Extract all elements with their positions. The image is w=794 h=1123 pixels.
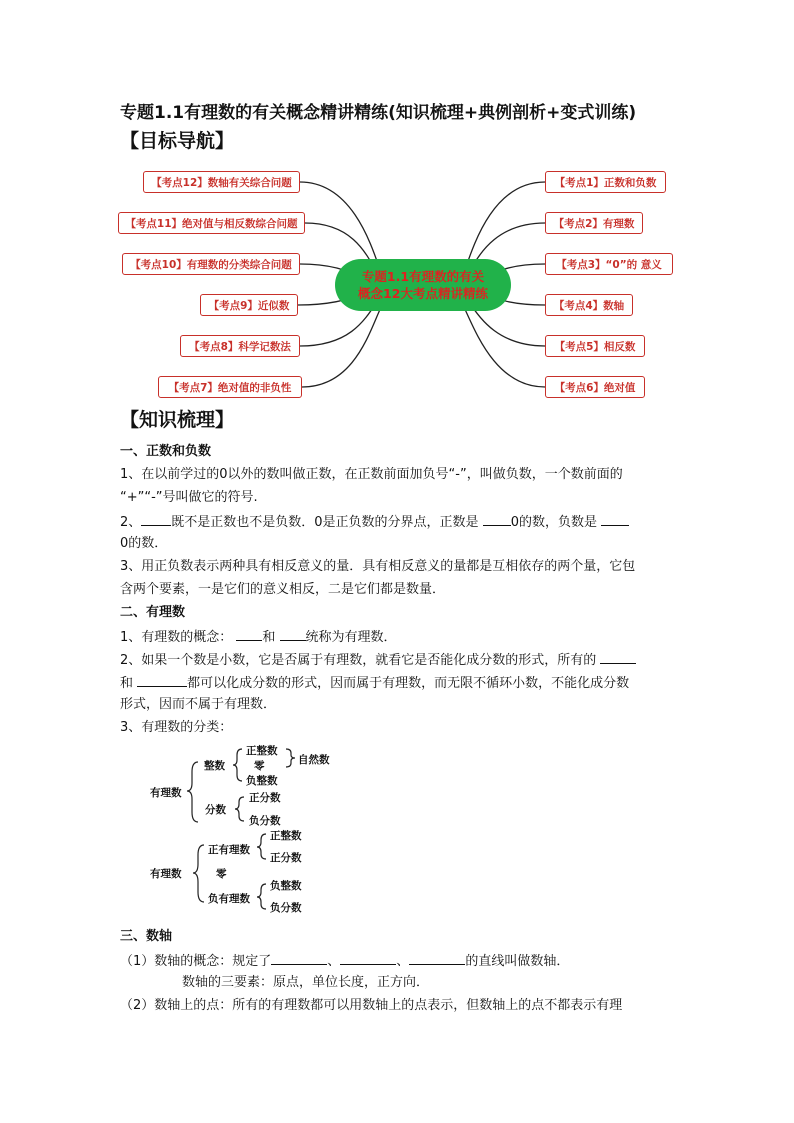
s1-heading: 一、正数和负数: [120, 444, 212, 459]
section-knowledge-heading: 【知识梳理】: [120, 409, 235, 431]
mindmap-node-left-2: 【考点11】绝对值与相反数综合问题: [118, 212, 305, 234]
cls-a-frac: 分数: [205, 804, 226, 816]
s2-p3: 3、有理数的分类：: [120, 720, 233, 735]
section-nav-heading: 【目标导航】: [120, 130, 235, 152]
cls-a-neg-frac: 负分数: [249, 815, 281, 827]
cls-a-pos-int: 正整数: [246, 745, 278, 757]
mindmap-node-left-1: 【考点12】数轴有关综合问题: [143, 171, 300, 193]
mindmap-node-right-1: 【考点1】正数和负数: [545, 171, 666, 193]
s2-p2b-2: 都可以化成分数的形式，因而属于有理数，而无限不循环小数，不能化成分数: [187, 676, 630, 691]
mindmap-node-left-4: 【考点9】近似数: [200, 294, 298, 316]
s2-p2a-text: 2、如果一个数是小数，它是否属于有理数，就看它是否能化成分数的形式，所有的: [120, 653, 601, 668]
s1-p2a: [120, 511, 629, 533]
cls-b-root: 有理数: [150, 868, 182, 880]
s1-p2a-2: 既不是正数也不是负数．0是正负数的分界点，正数是: [171, 515, 483, 530]
s3-p1-3: 、: [396, 954, 410, 969]
s3-p1-4: 的直线叫做数轴．: [465, 954, 570, 969]
mindmap-node-right-4: 【考点4】数轴: [545, 294, 633, 316]
blank: [600, 649, 636, 664]
mindmap-center-line1: 专题1.1有理数的有关: [361, 269, 485, 284]
mindmap-node-left-6: 【考点7】绝对值的非负性: [158, 376, 302, 398]
blank: [409, 950, 465, 965]
s2-p1-1: 1、有理数的概念：: [120, 630, 237, 645]
cls-b-neg-frac: 负分数: [270, 902, 302, 914]
s2-p2a: [120, 649, 636, 671]
s1-p3b: 含两个要素，一是它们的意义相反，二是它们都是数量．: [120, 582, 446, 597]
cls-b-neg-int: 负整数: [270, 880, 302, 892]
cls-a-neg-int: 负整数: [246, 775, 278, 787]
cls-b-pos: 正有理数: [208, 844, 250, 856]
s2-p2c: 形式，因而不属于有理数．: [120, 697, 277, 712]
s3-p1-1: （1）数轴的概念：规定了: [120, 954, 272, 969]
mindmap-node-left-3: 【考点10】有理数的分类综合问题: [122, 253, 300, 275]
mindmap-node-right-3: 【考点3】“0”的 意义: [545, 253, 673, 275]
s3-heading: 三、数轴: [120, 929, 173, 944]
s1-p3a: 3、用正负数表示两种具有相反意义的量．具有相反意义的量都是互相依存的两个量，它包: [120, 559, 636, 574]
blank: [601, 511, 629, 526]
mindmap-node-right-6: 【考点6】绝对值: [545, 376, 645, 398]
s3-p1: [120, 950, 569, 972]
cls-b-pos-frac: 正分数: [270, 852, 302, 864]
cls-a-pos-frac: 正分数: [249, 792, 281, 804]
s1-p1b: “+”“-”号叫做它的符号.: [120, 490, 258, 505]
s1-p2a-1: 2、: [120, 515, 142, 530]
blank: [280, 626, 306, 641]
mindmap-node-right-2: 【考点2】有理数: [545, 212, 643, 234]
blank: [137, 672, 187, 687]
s1-p1a: 1、在以前学过的0以外的数叫做正数，在正数前面加负号“-”，叫做负数，一个数前面的: [120, 467, 623, 482]
classification-braces: [140, 740, 360, 920]
s2-p1-3: 统称为有理数．: [305, 630, 397, 645]
mindmap-center-line2: 概念12大考点精讲精练: [358, 286, 488, 301]
blank: [271, 950, 327, 965]
cls-a-int: 整数: [204, 760, 225, 772]
cls-a-natural: 自然数: [298, 754, 330, 766]
blank: [141, 511, 171, 526]
blank: [483, 511, 511, 526]
s1-p2a-3: 0的数，负数是: [510, 515, 602, 530]
cls-a-zero: 零: [254, 760, 265, 772]
s3-p1b: 数轴的三要素：原点，单位长度，正方向．: [182, 975, 430, 990]
s2-heading: 二、有理数: [120, 605, 186, 620]
s2-p1: [120, 626, 397, 648]
cls-b-neg: 负有理数: [208, 893, 250, 905]
blank: [236, 626, 262, 641]
cls-b-pos-int: 正整数: [270, 830, 302, 842]
s3-p2: （2）数轴上的点：所有的有理数都可以用数轴上的点表示，但数轴上的点不都表示有理: [120, 998, 623, 1013]
s2-p1-2: 和: [262, 630, 280, 645]
s3-p1-2: 、: [327, 954, 341, 969]
mindmap-center-node: [335, 259, 511, 311]
cls-a-root: 有理数: [150, 787, 182, 799]
blank: [340, 950, 396, 965]
s2-p2b: [120, 672, 629, 694]
s2-p2b-1: 和: [120, 676, 138, 691]
s1-p2b: 0的数．: [120, 536, 168, 551]
page-title: 专题1.1有理数的有关概念精讲精练(知识梳理+典例剖析+变式训练): [120, 103, 637, 123]
mindmap-node-right-5: 【考点5】相反数: [545, 335, 645, 357]
cls-b-zero: 零: [216, 868, 227, 880]
mindmap-node-left-5: 【考点8】科学记数法: [180, 335, 300, 357]
